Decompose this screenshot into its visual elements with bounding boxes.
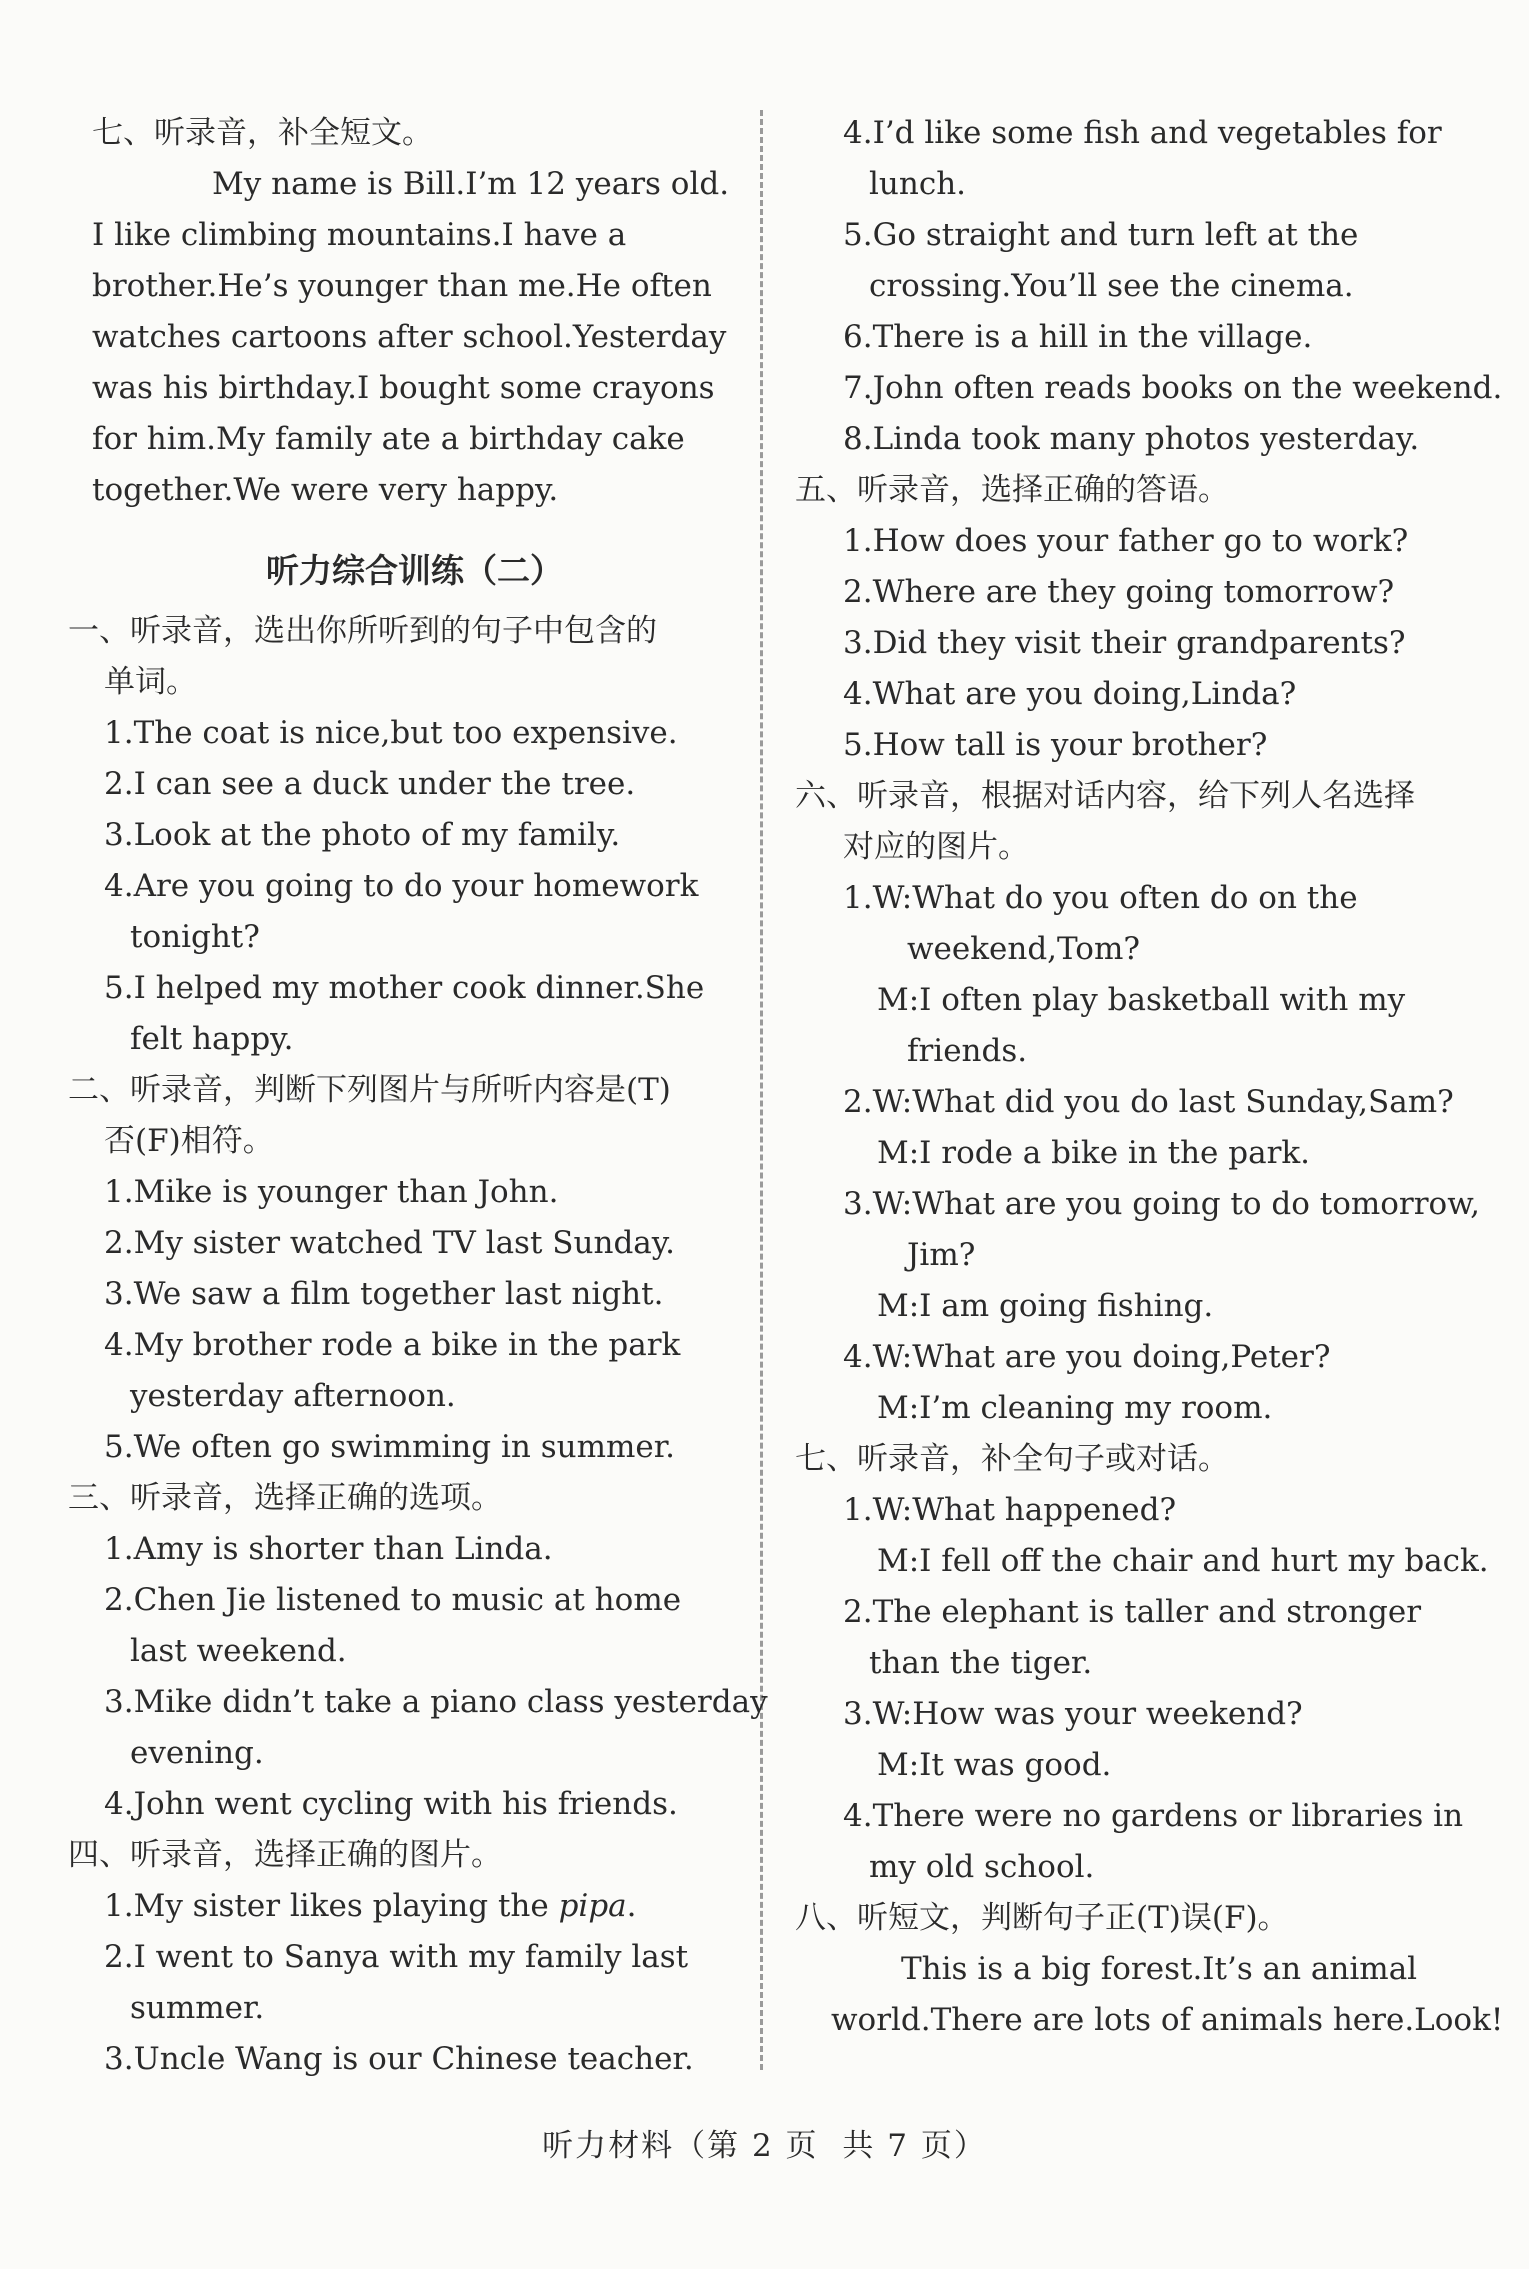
- list-item: 5.Go straight and turn left at the: [843, 217, 1359, 253]
- passage-line: together.We were very happy.: [92, 472, 559, 508]
- list-item: 8.Linda took many photos yesterday.: [843, 421, 1420, 457]
- left-column: [68, 108, 768, 2085]
- list-item-cont: my old school.: [869, 1849, 1095, 1885]
- dialogue-line-cont: friends.: [907, 1033, 1028, 1069]
- list-item-cont: felt happy.: [130, 1021, 294, 1057]
- list-item: 4.Are you going to do your homework: [104, 868, 699, 904]
- list-item: 4.John went cycling with his friends.: [104, 1786, 678, 1822]
- list-item-cont: than the tiger.: [869, 1645, 1093, 1681]
- passage-line: I like climbing mountains.I have a: [92, 217, 627, 253]
- section-heading: 三、听录音，选择正确的选项。: [68, 1480, 502, 1516]
- dialogue-line: 1.W:What happened?: [843, 1492, 1177, 1528]
- dialogue-line: M:I am going fishing.: [877, 1288, 1214, 1324]
- dialogue-line: M:I fell off the chair and hurt my back.: [877, 1543, 1489, 1579]
- unit-title: 听力综合训练（二）: [266, 551, 563, 590]
- dialogue-line-cont: weekend,Tom?: [907, 931, 1140, 967]
- section-heading: 一、听录音，选出你所听到的句子中包含的: [68, 613, 657, 649]
- dialogue-line: 3.W:How was your weekend?: [843, 1696, 1303, 1732]
- dialogue-line-cont: Jim?: [907, 1237, 976, 1273]
- column-divider: [760, 110, 763, 2070]
- dialogue-line: 4.W:What are you doing,Peter?: [843, 1339, 1331, 1375]
- list-item: 1.The coat is nice,but too expensive.: [104, 715, 678, 751]
- footer-total-pages: 共 7 页）: [842, 2128, 987, 2164]
- list-item: 3.We saw a film together last night.: [104, 1276, 664, 1312]
- list-item-text: .: [626, 1888, 637, 1924]
- list-item: 5.How tall is your brother?: [843, 727, 1268, 763]
- list-item: 3.Mike didn’t take a piano class yesterday: [104, 1684, 768, 1720]
- section-heading-cont: 单词。: [104, 664, 197, 700]
- dialogue-line: 1.W:What do you often do on the: [843, 880, 1358, 916]
- list-item: 2.My sister watched TV last Sunday.: [104, 1225, 676, 1261]
- dialogue-line: M:It was good.: [877, 1747, 1112, 1783]
- list-item-cont: crossing.You’ll see the cinema.: [869, 268, 1354, 304]
- footer-page-label: 听力材料（第 2 页: [542, 2128, 819, 2164]
- passage-line: This is a big forest.It’s an animal: [901, 1951, 1418, 1987]
- dialogue-line: 3.W:What are you going to do tomorrow,: [843, 1186, 1480, 1222]
- passage-line: My name is Bill.I’m 12 years old.: [212, 166, 730, 202]
- passage-line: for him.My family ate a birthday cake: [92, 421, 685, 457]
- section-heading: 六、听录音，根据对话内容，给下列人名选择: [795, 778, 1415, 814]
- list-item-cont: yesterday afternoon.: [130, 1378, 456, 1414]
- section-heading: 二、听录音，判断下列图片与所听内容是(T): [68, 1072, 671, 1108]
- passage-line: brother.He’s younger than me.He often: [92, 268, 712, 304]
- list-item: 5.We often go swimming in summer.: [104, 1429, 675, 1465]
- section-heading: 四、听录音，选择正确的图片。: [68, 1837, 502, 1873]
- list-item: 1.Mike is younger than John.: [104, 1174, 559, 1210]
- section-heading-cont: 对应的图片。: [843, 829, 1029, 865]
- list-item: 2.I went to Sanya with my family last: [104, 1939, 689, 1975]
- list-item-cont: summer.: [130, 1990, 265, 2026]
- page-footer: [0, 2120, 1529, 2165]
- italic-word: pipa: [558, 1888, 627, 1924]
- list-item: 2.Where are they going tomorrow?: [843, 574, 1395, 610]
- list-item: 2.I can see a duck under the tree.: [104, 766, 636, 802]
- section-heading: 五、听录音，选择正确的答语。: [795, 472, 1229, 508]
- list-item-cont: tonight?: [130, 919, 260, 955]
- list-item: 3.Uncle Wang is our Chinese teacher.: [104, 2041, 694, 2077]
- list-item: 2.The elephant is taller and stronger: [843, 1594, 1422, 1630]
- dialogue-line: 2.W:What did you do last Sunday,Sam?: [843, 1084, 1454, 1120]
- passage-line: world.There are lots of animals here.Look!: [831, 2002, 1504, 2038]
- dialogue-line: M:I rode a bike in the park.: [877, 1135, 1311, 1171]
- list-item: 4.My brother rode a bike in the park: [104, 1327, 681, 1363]
- section-heading-cont: 否(F)相符。: [104, 1123, 274, 1159]
- list-item: 4.There were no gardens or libraries in: [843, 1798, 1464, 1834]
- list-item: [92, 1881, 737, 1932]
- list-item: 2.Chen Jie listened to music at home: [104, 1582, 682, 1618]
- list-item: 3.Did they visit their grandparents?: [843, 625, 1406, 661]
- list-item: 6.There is a hill in the village.: [843, 319, 1313, 355]
- list-item: 1.Amy is shorter than Linda.: [104, 1531, 553, 1567]
- list-item: 5.I helped my mother cook dinner.She: [104, 970, 705, 1006]
- right-column: [795, 108, 1504, 2046]
- list-item: 4.I’d like some fish and vegetables for: [843, 115, 1442, 151]
- list-item: 7.John often reads books on the weekend.: [843, 370, 1503, 406]
- section-heading: 七、听录音，补全短文。: [92, 115, 433, 151]
- list-item-cont: lunch.: [869, 166, 967, 202]
- list-item-text: 1.My sister likes playing the: [104, 1888, 559, 1924]
- passage-line: was his birthday.I bought some crayons: [92, 370, 715, 406]
- list-item-cont: evening.: [130, 1735, 264, 1771]
- list-item: 4.What are you doing,Linda?: [843, 676, 1297, 712]
- list-item-cont: last weekend.: [130, 1633, 347, 1669]
- passage-line: watches cartoons after school.Yesterday: [92, 319, 727, 355]
- dialogue-line: M:I’m cleaning my room.: [877, 1390, 1273, 1426]
- list-item: 3.Look at the photo of my family.: [104, 817, 621, 853]
- section-heading: 七、听录音，补全句子或对话。: [795, 1441, 1229, 1477]
- dialogue-line: M:I often play basketball with my: [877, 982, 1406, 1018]
- list-item: 1.How does your father go to work?: [843, 523, 1409, 559]
- section-heading: 八、听短文，判断句子正(T)误(F)。: [795, 1900, 1289, 1936]
